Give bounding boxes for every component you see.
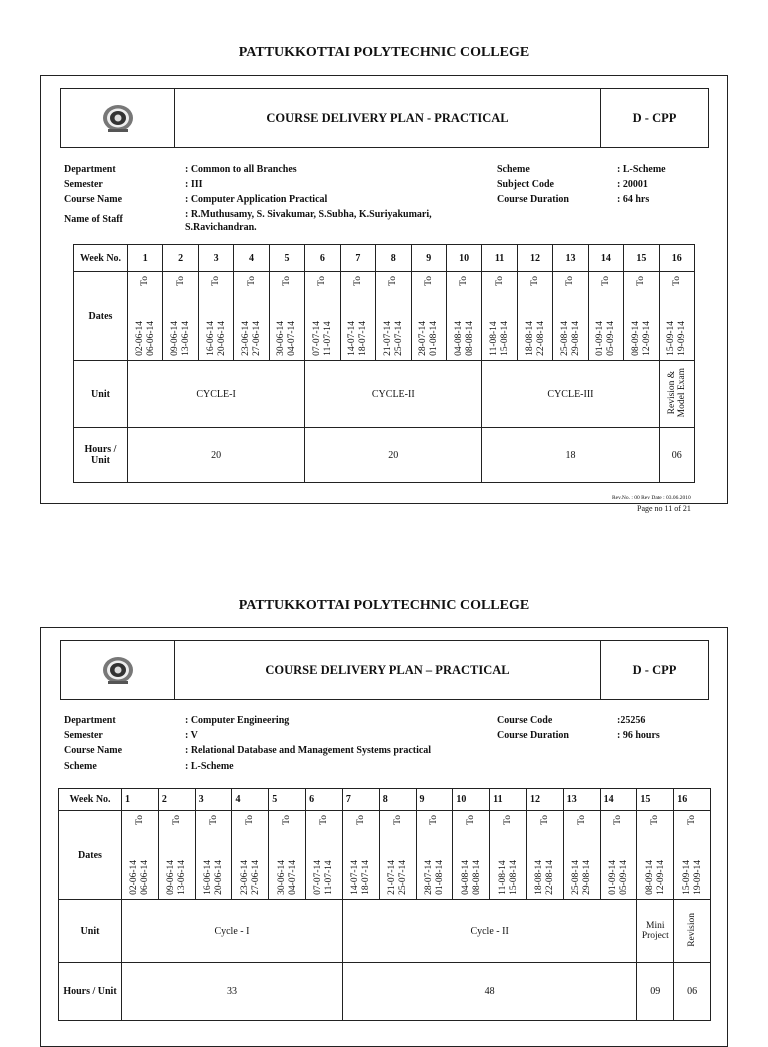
info-value: : III — [185, 179, 203, 190]
week-number-cell: 14 — [600, 789, 637, 811]
end-date: 22-08-14 — [545, 860, 556, 895]
unit-row — [74, 361, 695, 428]
unit-cell: Mini Project — [637, 900, 674, 963]
week-number-cell: 1 — [128, 245, 163, 272]
end-date: 19-09-14 — [692, 860, 703, 895]
week-number-cell: 6 — [306, 789, 343, 811]
date-cell — [269, 811, 306, 900]
end-date: 06-06-14 — [145, 321, 156, 356]
to-label: To — [671, 276, 682, 286]
start-date: 23-06-14 — [239, 860, 250, 895]
date-cell — [379, 811, 416, 900]
end-date: 11-07-14 — [324, 860, 335, 895]
end-date: 08-08-14 — [464, 321, 475, 356]
start-date: 04-08-14 — [453, 321, 464, 356]
end-date: 06-06-14 — [140, 860, 151, 895]
college-emblem-icon — [100, 102, 136, 134]
start-date: 02-06-14 — [129, 860, 140, 895]
start-date: 15-09-14 — [681, 860, 692, 895]
info-label: Scheme — [64, 761, 97, 772]
start-date: 01-09-14 — [595, 321, 606, 356]
to-label: To — [208, 815, 219, 825]
to-label: To — [392, 815, 403, 825]
end-date: 13-06-14 — [181, 321, 192, 356]
start-date: 18-08-14 — [534, 860, 545, 895]
date-cell — [342, 811, 379, 900]
start-date: 08-09-14 — [644, 860, 655, 895]
week-row — [74, 245, 695, 272]
week-number-cell: 4 — [234, 245, 269, 272]
start-date: 15-09-14 — [666, 321, 677, 356]
date-cell — [305, 272, 340, 361]
week-number-cell: 14 — [588, 245, 623, 272]
date-cell — [122, 811, 159, 900]
start-date: 28-07-14 — [423, 860, 434, 895]
info-label: Course Code — [497, 715, 553, 726]
week-number-cell: 1 — [122, 789, 159, 811]
page-number: Page no 11 of 21 — [637, 504, 691, 513]
to-label: To — [282, 815, 293, 825]
info-label: Semester — [64, 179, 103, 190]
to-label: To — [530, 276, 541, 286]
to-label: To — [175, 276, 186, 286]
hours-header: Hours / Unit — [59, 963, 122, 1021]
end-date: 12-09-14 — [641, 321, 652, 356]
week-number-cell: 16 — [659, 245, 694, 272]
hours-cell: 20 — [305, 428, 482, 483]
start-date: 25-08-14 — [559, 321, 570, 356]
to-label: To — [687, 815, 698, 825]
start-date: 16-06-14 — [203, 860, 214, 895]
info-label: Department — [64, 715, 116, 726]
delivery-plan-table — [73, 244, 695, 483]
start-date: 30-06-14 — [276, 321, 287, 356]
start-date: 14-07-14 — [350, 860, 361, 895]
end-date: 12-09-14 — [655, 860, 666, 895]
start-date: 28-07-14 — [418, 321, 429, 356]
date-cell — [340, 272, 375, 361]
week-number-cell: 13 — [553, 245, 588, 272]
start-date: 07-07-14 — [311, 321, 322, 356]
date-cell — [588, 272, 623, 361]
unit-text: Revision & — [666, 370, 677, 415]
to-label: To — [613, 815, 624, 825]
date-cell — [659, 272, 694, 361]
plan-title: COURSE DELIVERY PLAN – PRACTICAL — [175, 641, 601, 699]
week-number-cell: 5 — [269, 245, 304, 272]
start-date: 21-07-14 — [387, 860, 398, 895]
unit-cell: CYCLE-I — [128, 361, 305, 428]
start-date: 09-06-14 — [166, 860, 177, 895]
date-cell — [563, 811, 600, 900]
end-date: 27-06-14 — [252, 321, 263, 356]
date-cell — [526, 811, 563, 900]
unit-cell: Cycle - I — [122, 900, 343, 963]
info-value: : V — [185, 730, 198, 741]
info-value: : R.Muthusamy, S. Sivakumar, S.Subha, K.Suriyakumari, — [185, 209, 432, 220]
end-date: 20-06-14 — [214, 860, 225, 895]
start-date: 25-08-14 — [571, 860, 582, 895]
date-cell — [416, 811, 453, 900]
dates-row — [74, 272, 695, 361]
info-label: Name of Staff — [64, 214, 123, 225]
hours-header: Hours / Unit — [74, 428, 128, 483]
info-value: : Relational Database and Management Systems practical — [185, 745, 432, 756]
date-cell — [674, 811, 711, 900]
date-cell — [269, 272, 304, 361]
date-cell — [306, 811, 343, 900]
plan-code: D - CPP — [632, 662, 677, 677]
date-cell — [453, 811, 490, 900]
date-cell — [158, 811, 195, 900]
start-date: 01-09-14 — [607, 860, 618, 895]
start-date: 21-07-14 — [382, 321, 393, 356]
week-number-cell: 6 — [305, 245, 340, 272]
date-cell — [517, 272, 552, 361]
to-label: To — [494, 276, 505, 286]
to-label: To — [466, 815, 477, 825]
to-label: To — [281, 276, 292, 286]
start-date: 14-07-14 — [347, 321, 358, 356]
info-value: : 96 hours — [617, 730, 660, 741]
date-cell — [482, 272, 517, 361]
end-date: 04-07-14 — [287, 321, 298, 356]
end-date: 15-08-14 — [500, 321, 511, 356]
week-number-cell: 11 — [490, 789, 527, 811]
info-value: S.Ravichandran. — [185, 222, 257, 233]
info-value: : Computer Engineering — [185, 715, 290, 726]
week-number-cell: 10 — [446, 245, 481, 272]
to-label: To — [171, 815, 182, 825]
dates-header: Dates — [59, 811, 122, 900]
unit-cell: Cycle - II — [342, 900, 637, 963]
week-number-cell: 12 — [517, 245, 552, 272]
week-number-cell: 13 — [563, 789, 600, 811]
end-date: 25-07-14 — [398, 860, 409, 895]
date-cell — [624, 272, 659, 361]
end-date: 18-07-14 — [361, 860, 372, 895]
college-title: PATTUKKOTTAI POLYTECHNIC COLLEGE — [238, 598, 530, 613]
college-emblem-icon — [100, 654, 136, 686]
hours-cell: 48 — [342, 963, 637, 1021]
to-label: To — [539, 815, 550, 825]
unit-cell — [659, 361, 694, 428]
to-label: To — [355, 815, 366, 825]
end-date: 29-08-14 — [582, 860, 593, 895]
start-date: 23-06-14 — [241, 321, 252, 356]
end-date: 08-08-14 — [471, 860, 482, 895]
week-number-cell: 9 — [411, 245, 446, 272]
plan-header — [60, 88, 709, 148]
to-label: To — [246, 276, 257, 286]
hours-cell: 20 — [128, 428, 305, 483]
date-cell — [411, 272, 446, 361]
to-label: To — [650, 815, 661, 825]
end-date: 15-08-14 — [508, 860, 519, 895]
week-number-cell: 3 — [198, 245, 233, 272]
week-number-cell: 2 — [163, 245, 198, 272]
hours-cell: 33 — [122, 963, 343, 1021]
end-date: 22-08-14 — [535, 321, 546, 356]
info-label: Course Name — [64, 194, 123, 205]
start-date: 02-06-14 — [134, 321, 145, 356]
unit-header: Unit — [59, 900, 122, 963]
end-date: 25-07-14 — [393, 321, 404, 356]
revision-note: Rev.No. : 00 Rev Date : 03.06.2010 — [612, 495, 691, 501]
date-cell — [553, 272, 588, 361]
to-label: To — [134, 815, 145, 825]
week-number-cell: 4 — [232, 789, 269, 811]
hours-cell: 09 — [637, 963, 674, 1021]
course-info — [64, 162, 724, 232]
date-cell — [232, 811, 269, 900]
start-date: 07-07-14 — [313, 860, 324, 895]
to-label: To — [576, 815, 587, 825]
start-date: 11-08-14 — [489, 321, 500, 356]
start-date: 08-09-14 — [630, 321, 641, 356]
info-label: Department — [64, 164, 116, 175]
hours-cell: 18 — [482, 428, 659, 483]
week-number-cell: 8 — [379, 789, 416, 811]
end-date: 19-09-14 — [677, 321, 688, 356]
info-label: Course Duration — [497, 194, 569, 205]
week-header: Week No. — [59, 789, 122, 811]
unit-text: Revision — [687, 912, 698, 947]
college-logo — [61, 641, 175, 699]
week-number-cell: 5 — [269, 789, 306, 811]
hours-row — [74, 428, 695, 483]
info-label: Scheme — [497, 164, 530, 175]
week-number-cell: 7 — [340, 245, 375, 272]
to-label: To — [245, 815, 256, 825]
college-logo — [61, 89, 175, 147]
to-label: To — [140, 276, 151, 286]
info-label: Semester — [64, 730, 103, 741]
to-label: To — [423, 276, 434, 286]
dates-header: Dates — [74, 272, 128, 361]
week-number-cell: 10 — [453, 789, 490, 811]
to-label: To — [503, 815, 514, 825]
plan-header — [60, 640, 709, 700]
end-date: 13-06-14 — [177, 860, 188, 895]
dates-row — [59, 811, 711, 900]
unit-cell: CYCLE-II — [305, 361, 482, 428]
end-date: 04-07-14 — [287, 860, 298, 895]
info-label: Course Duration — [497, 730, 569, 741]
unit-cell: CYCLE-III — [482, 361, 659, 428]
to-label: To — [429, 815, 440, 825]
date-cell — [163, 272, 198, 361]
unit-header: Unit — [74, 361, 128, 428]
end-date: 01-08-14 — [434, 860, 445, 895]
date-cell — [637, 811, 674, 900]
to-label: To — [318, 815, 329, 825]
plan-code: D - CPP — [632, 110, 677, 125]
start-date: 30-06-14 — [276, 860, 287, 895]
date-cell — [234, 272, 269, 361]
end-date: 01-08-14 — [429, 321, 440, 356]
info-value: : Common to all Branches — [185, 164, 297, 175]
info-value: : L-Scheme — [617, 164, 666, 175]
end-date: 05-09-14 — [618, 860, 629, 895]
week-row — [59, 789, 711, 811]
date-cell — [490, 811, 527, 900]
unit-cell — [674, 900, 711, 963]
date-cell — [446, 272, 481, 361]
to-label: To — [636, 276, 647, 286]
hours-row — [59, 963, 711, 1021]
start-date: 11-08-14 — [497, 860, 508, 895]
info-value: : 64 hrs — [617, 194, 650, 205]
week-number-cell: 15 — [624, 245, 659, 272]
date-cell — [198, 272, 233, 361]
to-label: To — [600, 276, 611, 286]
start-date: 04-08-14 — [460, 860, 471, 895]
plan-title: COURSE DELIVERY PLAN - PRACTICAL — [175, 89, 601, 147]
date-cell — [195, 811, 232, 900]
to-label: To — [565, 276, 576, 286]
week-number-cell: 15 — [637, 789, 674, 811]
info-value: : Computer Application Practical — [185, 194, 328, 205]
info-label: Subject Code — [497, 179, 554, 190]
college-title: PATTUKKOTTAI POLYTECHNIC COLLEGE — [238, 45, 530, 60]
hours-cell: 06 — [659, 428, 694, 483]
course-info — [64, 713, 724, 775]
info-value: :25256 — [617, 715, 646, 726]
week-number-cell: 8 — [376, 245, 411, 272]
hours-cell: 06 — [674, 963, 711, 1021]
start-date: 16-06-14 — [205, 321, 216, 356]
delivery-plan-table — [58, 788, 711, 1021]
to-label: To — [211, 276, 222, 286]
unit-row — [59, 900, 711, 963]
start-date: 18-08-14 — [524, 321, 535, 356]
end-date: 11-07-14 — [322, 321, 333, 356]
week-number-cell: 12 — [526, 789, 563, 811]
unit-text: Model Exam — [676, 367, 687, 418]
info-value: : 20001 — [617, 179, 648, 190]
info-value: : L-Scheme — [185, 761, 234, 772]
to-label: To — [459, 276, 470, 286]
info-label: Course Name — [64, 745, 123, 756]
week-header: Week No. — [74, 245, 128, 272]
date-cell — [128, 272, 163, 361]
week-number-cell: 9 — [416, 789, 453, 811]
to-label: To — [352, 276, 363, 286]
week-number-cell: 2 — [158, 789, 195, 811]
date-cell — [600, 811, 637, 900]
end-date: 20-06-14 — [216, 321, 227, 356]
to-label: To — [388, 276, 399, 286]
start-date: 09-06-14 — [170, 321, 181, 356]
end-date: 18-07-14 — [358, 321, 369, 356]
date-cell — [376, 272, 411, 361]
week-number-cell: 7 — [342, 789, 379, 811]
week-number-cell: 11 — [482, 245, 517, 272]
end-date: 05-09-14 — [606, 321, 617, 356]
to-label: To — [317, 276, 328, 286]
week-number-cell: 16 — [674, 789, 711, 811]
end-date: 29-08-14 — [570, 321, 581, 356]
week-number-cell: 3 — [195, 789, 232, 811]
end-date: 27-06-14 — [250, 860, 261, 895]
